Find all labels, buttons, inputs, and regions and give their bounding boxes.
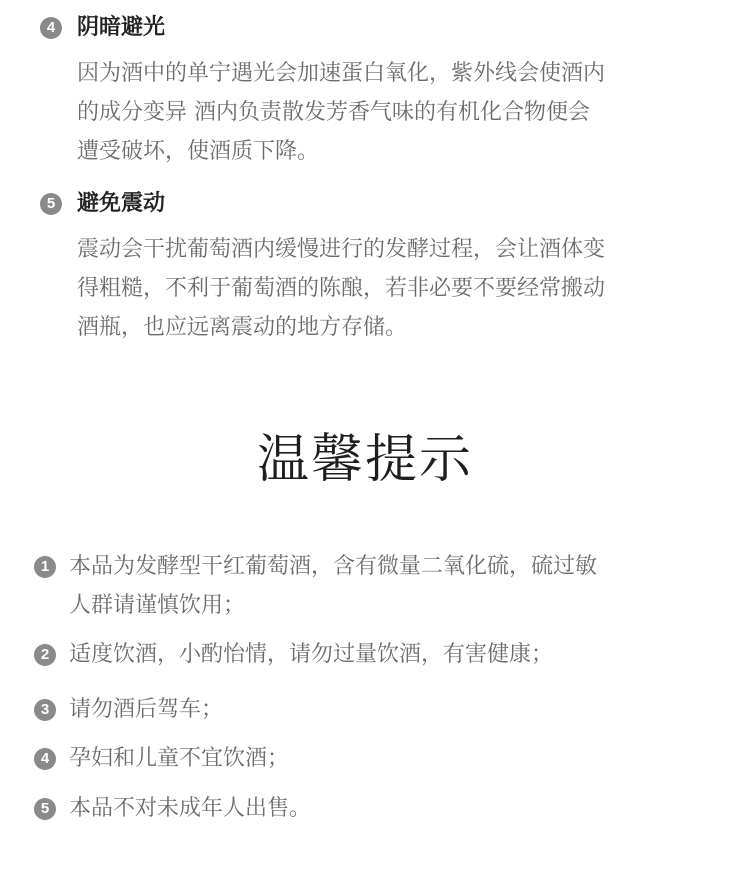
body-line: 遭受破坏，使酒质下降。	[77, 139, 320, 164]
tip-line: 适度饮酒，小酌怡情，请勿过量饮酒，有害健康；	[69, 642, 554, 667]
body-line: 因为酒中的单宁遇光会加速蛋白氧化，紫外线会使酒内	[77, 61, 606, 86]
section-number-badge: 4	[40, 17, 62, 39]
tip-line: 人群请谨慎饮用；	[69, 593, 246, 618]
tip-item	[69, 547, 709, 625]
body-line: 酒瓶，也应远离震动的地方存储。	[77, 315, 408, 340]
section-body-avoid-light	[77, 54, 707, 171]
tip-number-badge: 3	[34, 699, 56, 721]
tip-item	[69, 635, 709, 674]
body-line: 的成分变异 酒内负责散发芳香气味的有机化合物便会	[77, 100, 590, 125]
section-title-avoid-vibration: 避免震动	[77, 191, 166, 216]
tip-item	[69, 739, 709, 778]
tip-line: 本品不对未成年人出售。	[69, 796, 312, 821]
tip-item	[69, 690, 709, 729]
section-title-avoid-light: 阴暗避光	[77, 15, 166, 40]
tip-line: 本品为发酵型干红葡萄酒，含有微量二氧化硫，硫过敏	[69, 554, 598, 579]
body-line: 震动会干扰葡萄酒内缓慢进行的发酵过程，会让酒体变	[77, 237, 606, 262]
tip-line: 孕妇和儿童不宜饮酒；	[69, 746, 290, 771]
tips-heading: 温馨提示	[256, 430, 473, 490]
section-body-avoid-vibration	[77, 230, 707, 347]
tip-number-badge: 2	[34, 644, 56, 666]
body-line: 得粗糙，不利于葡萄酒的陈酿，若非必要不要经常搬动	[77, 276, 606, 301]
tip-number-badge: 5	[34, 798, 56, 820]
tip-number-badge: 1	[34, 556, 56, 578]
tip-number-badge: 4	[34, 748, 56, 770]
tip-item	[69, 789, 709, 828]
tip-line: 请勿酒后驾车；	[69, 697, 224, 722]
section-number-badge: 5	[40, 193, 62, 215]
